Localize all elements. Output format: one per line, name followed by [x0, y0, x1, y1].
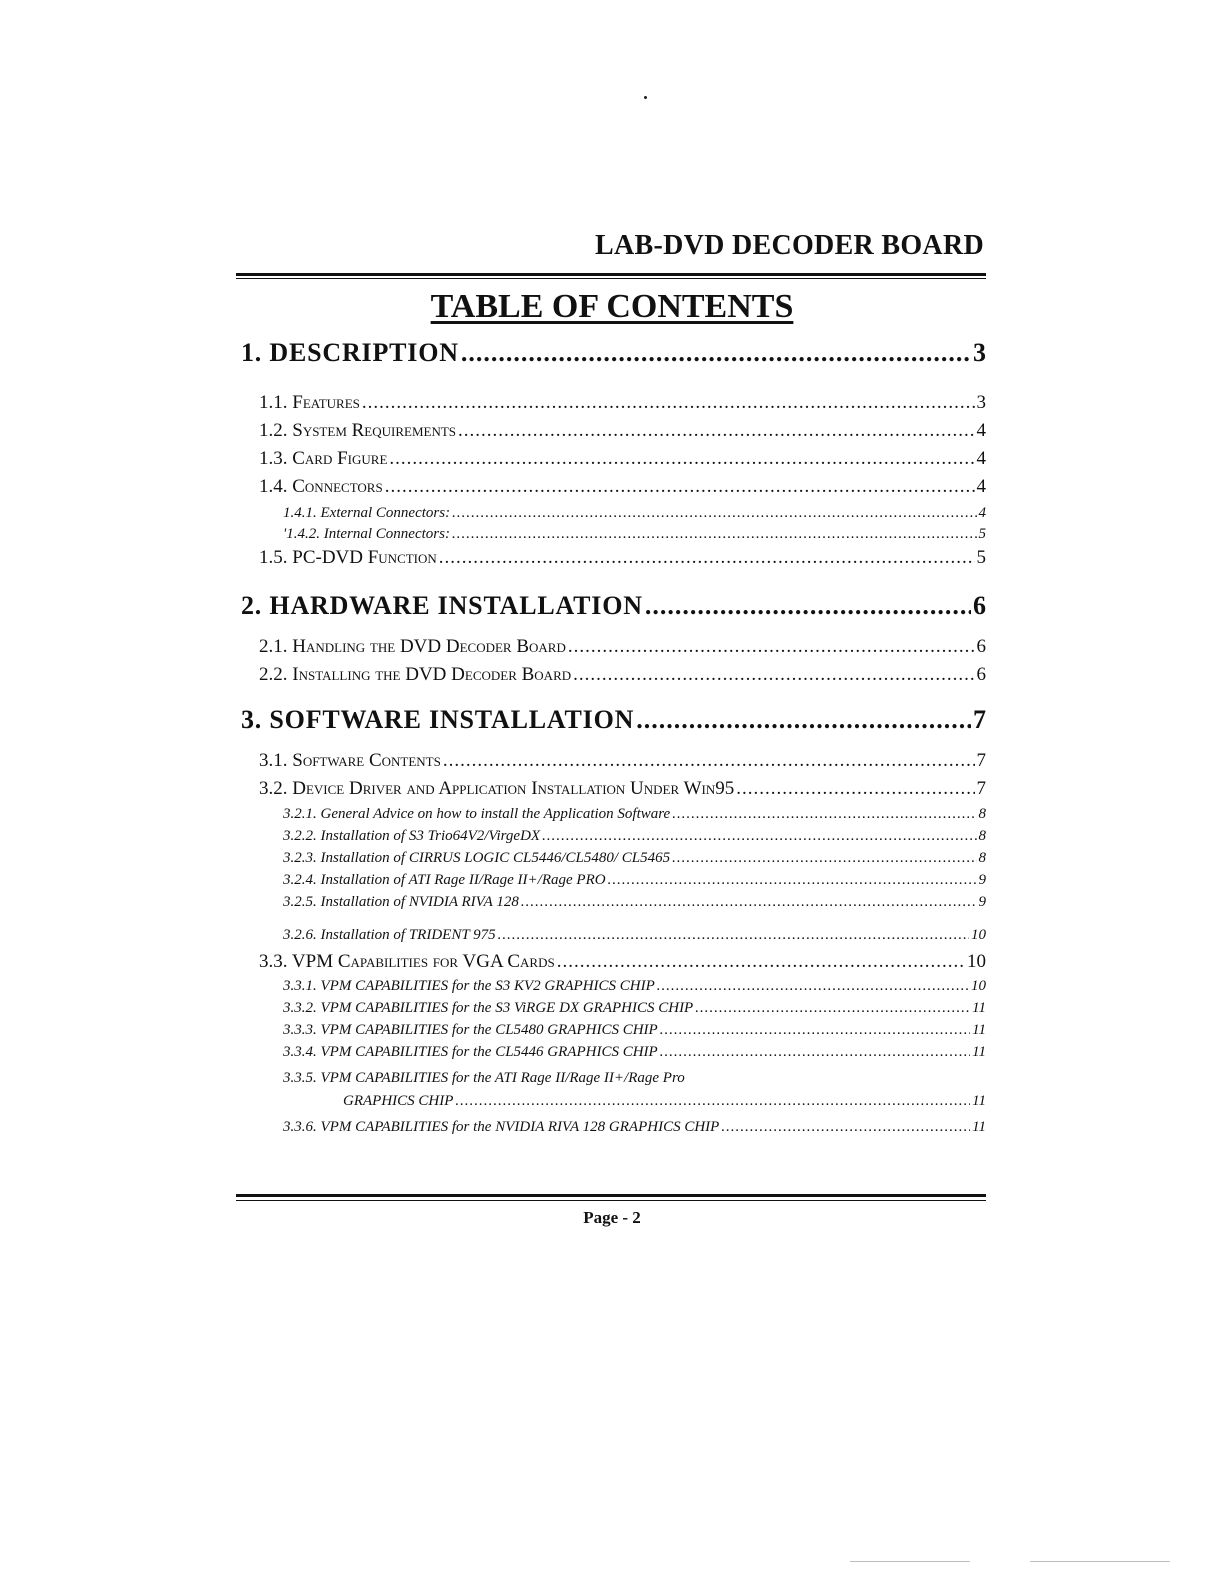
toc-entry — [259, 448, 986, 470]
toc-entry-page: 8 — [978, 850, 986, 866]
toc-entry-text: VPM CAPABILITIES for the S3 ViRGE DX GRAPHICS CHIP — [320, 1000, 694, 1016]
toc-entry-number: 3.2.4. — [283, 872, 317, 888]
toc-entry-text: Installation of CIRRUS LOGIC CL5446/CL5480/ CL5465 — [320, 850, 671, 866]
toc-entry — [259, 951, 986, 973]
header-rule — [236, 273, 986, 276]
toc-leader-dots — [645, 591, 971, 621]
toc-entry-number: 1.5. — [259, 547, 288, 568]
toc-entry-label — [241, 338, 459, 368]
toc-leader-dots — [498, 927, 969, 944]
toc-entry-page: 4 — [976, 448, 986, 469]
header-rule-thin — [236, 278, 986, 279]
toc-leader-dots — [521, 894, 977, 911]
toc-entry — [283, 1044, 986, 1061]
toc-entry-text: External Connectors: — [320, 505, 451, 521]
toc-entry — [283, 872, 986, 889]
toc-leader-dots — [721, 1119, 970, 1136]
toc-entry-text: Handling the DVD Decoder Board — [292, 636, 566, 657]
toc-entry-page: 11 — [972, 1093, 986, 1109]
toc-leader-dots — [608, 872, 977, 889]
toc-entry — [283, 850, 986, 867]
toc-entry-text: DESCRIPTION — [269, 338, 459, 367]
toc-leader-dots — [362, 392, 975, 414]
toc-entry-number: 2.1. — [259, 636, 288, 657]
toc-leader-dots — [452, 505, 976, 522]
toc-entry — [241, 705, 986, 735]
toc-entry — [241, 338, 986, 368]
toc-entry-number: 3.2.5. — [283, 894, 317, 910]
toc-entry-page: 9 — [978, 894, 986, 910]
toc-entry — [259, 420, 986, 442]
toc-entry-label — [283, 526, 450, 543]
toc-entry — [241, 591, 986, 621]
toc-entry — [283, 1070, 986, 1087]
toc-entry — [259, 636, 986, 658]
toc-leader-dots — [452, 526, 977, 543]
toc-entry-number: 3.2.6. — [283, 927, 317, 943]
toc-leader-dots — [568, 636, 975, 658]
toc-entry-number: 1. — [241, 338, 263, 367]
page-number: Page - 2 — [583, 1208, 641, 1227]
toc-entry-page: 3 — [976, 392, 986, 413]
toc-entry-text: SOFTWARE INSTALLATION — [269, 705, 635, 734]
toc-entry-number: 3.2.3. — [283, 850, 317, 866]
toc-entry-page: 10 — [971, 927, 986, 943]
toc-entry-page: 5 — [976, 547, 986, 568]
toc-entry-page: 6 — [976, 664, 986, 685]
toc-entry-page: 8 — [978, 828, 986, 844]
toc-entry-label — [259, 476, 383, 498]
toc-entry-page: 11 — [972, 1044, 986, 1060]
toc-entry — [259, 476, 986, 498]
toc-entry-number: 2. — [241, 591, 263, 620]
toc-entry — [283, 1119, 986, 1136]
toc-entry-page: 8 — [978, 806, 986, 822]
toc-entry-page: 4 — [978, 505, 986, 521]
toc-entry-number: 1.3. — [259, 448, 288, 469]
toc-entry — [259, 392, 986, 414]
toc-leader-dots — [443, 750, 975, 772]
toc-entry-number: 3.1. — [259, 750, 288, 771]
footer-rule — [236, 1194, 986, 1197]
toc-entry-page: 11 — [972, 1022, 986, 1038]
toc-entry-label — [283, 927, 496, 944]
toc-leader-dots — [672, 806, 976, 823]
toc-entry-label — [259, 951, 555, 973]
toc-entry-number: 3.2.1. — [283, 806, 317, 822]
toc-entry-page: 5 — [978, 526, 986, 542]
toc-leader-dots — [385, 476, 975, 498]
toc-entry-label — [259, 636, 566, 658]
toc-entry-page: 7 — [973, 705, 986, 734]
toc-leader-dots — [695, 1000, 970, 1017]
toc-entry-number: 3.2.2. — [283, 828, 317, 844]
toc-entry-text: Installation of ATI Rage II/Rage II+/Rage PRO — [320, 872, 606, 888]
toc-entry-label — [259, 420, 456, 442]
toc-entry-page: 11 — [972, 1119, 986, 1135]
toc-entry-number: 3.3.2. — [283, 1000, 317, 1016]
toc-entry-number: '1.4.2. — [283, 526, 320, 542]
toc-entry-label — [283, 978, 655, 995]
toc-entry — [283, 505, 986, 522]
toc-entry — [283, 1022, 986, 1039]
toc-entry-text: Card Figure — [292, 448, 388, 469]
toc-entry-number: 2.2. — [259, 664, 288, 685]
toc-entry — [343, 1093, 986, 1110]
toc-entry-label — [259, 778, 734, 800]
toc-entry — [259, 547, 986, 569]
toc-entry — [259, 664, 986, 686]
toc-entry-page: 6 — [976, 636, 986, 657]
document-header-title: LAB-DVD DECODER BOARD — [595, 230, 984, 261]
toc-entry-text: Device Driver and Application Installation Under Win95 — [292, 778, 735, 799]
footer-rule-thin — [236, 1200, 986, 1201]
toc-entry-text: PC-DVD Function — [292, 547, 437, 568]
toc-entry-text: Features — [292, 392, 360, 413]
toc-entry-number: 3.3. — [259, 951, 288, 972]
toc-entry-text: Installing the DVD Decoder Board — [292, 664, 572, 685]
toc-entry-number: 1.4.1. — [283, 505, 317, 521]
toc-entry — [283, 806, 986, 823]
toc-entry-label — [283, 1000, 693, 1017]
toc-leader-dots — [455, 1093, 970, 1110]
toc-entry-text: Software Contents — [292, 750, 441, 771]
toc-entry-label — [241, 591, 643, 621]
toc-entry-label — [259, 750, 441, 772]
toc-leader-dots — [542, 828, 976, 845]
toc-entry-text: System Requirements — [292, 420, 457, 441]
toc-entry-label — [283, 1119, 719, 1136]
toc-entry-label — [283, 872, 606, 889]
toc-leader-dots — [657, 978, 969, 995]
toc-entry-text: Installation of NVIDIA RIVA 128 — [320, 894, 519, 910]
toc-entry — [259, 750, 986, 772]
toc-entry-text: VPM CAPABILITIES for the CL5480 GRAPHICS CHIP — [320, 1022, 658, 1038]
toc-entry-page: 7 — [976, 778, 986, 799]
toc-entry-page: 10 — [967, 951, 986, 972]
toc-entry-label — [259, 664, 571, 686]
toc-entry-label — [283, 1070, 685, 1087]
toc-entry-label — [343, 1093, 453, 1110]
toc-entry-text: VPM CAPABILITIES for the ATI Rage II/Rage II+/Rage Pro — [320, 1070, 685, 1086]
toc-entry — [283, 894, 986, 911]
toc-entry-page: 11 — [972, 1000, 986, 1016]
toc-entry-page: 3 — [973, 338, 986, 367]
toc-leader-dots — [636, 705, 971, 735]
toc-entry-label — [283, 1022, 658, 1039]
toc-entry-text: Installation of S3 Trio64V2/VirgeDX — [320, 828, 541, 844]
toc-leader-dots — [573, 664, 974, 686]
toc-entry-text: Connectors — [292, 476, 383, 497]
toc-leader-dots — [389, 448, 974, 470]
toc-entry — [283, 927, 986, 944]
toc-entry-page: 7 — [976, 750, 986, 771]
toc-entry-text: HARDWARE INSTALLATION — [269, 591, 643, 620]
scan-artifact — [1030, 1561, 1170, 1562]
toc-entry-text: VPM Capabilities for VGA Cards — [291, 951, 555, 972]
scan-artifact — [850, 1561, 970, 1562]
toc-leader-dots — [458, 420, 974, 442]
scan-speck — [644, 96, 647, 99]
toc-leader-dots — [660, 1022, 970, 1039]
toc-leader-dots — [461, 338, 971, 368]
toc-entry-number: 3.3.1. — [283, 978, 317, 994]
toc-entry-number: 3.3.4. — [283, 1044, 317, 1060]
toc-leader-dots — [672, 850, 976, 867]
toc-entry-number: 1.4. — [259, 476, 288, 497]
toc-entry-number: 3.3.6. — [283, 1119, 317, 1135]
toc-entry-label — [283, 1044, 658, 1061]
toc-entry-label — [259, 547, 437, 569]
toc-entry-page: 10 — [971, 978, 986, 994]
toc-entry-number: 3.2. — [259, 778, 288, 799]
toc-entry — [283, 828, 986, 845]
toc-leader-dots — [557, 951, 965, 973]
toc-entry — [283, 526, 986, 543]
toc-entry-page: 6 — [973, 591, 986, 620]
toc-entry-text: General Advice on how to install the Application Software — [320, 806, 671, 822]
toc-entry-label — [283, 850, 670, 867]
toc-entry-label — [241, 705, 634, 735]
toc-entry-text: VPM CAPABILITIES for the S3 KV2 GRAPHICS CHIP — [320, 978, 655, 994]
toc-entry-number: 3. — [241, 705, 263, 734]
toc-entry-page: 4 — [976, 476, 986, 497]
toc-entry-label — [283, 505, 450, 522]
toc-entry-label — [283, 894, 519, 911]
toc-entry-text: VPM CAPABILITIES for the CL5446 GRAPHICS CHIP — [320, 1044, 658, 1060]
toc-entry-text: VPM CAPABILITIES for the NVIDIA RIVA 128 GRAPHICS CHIP — [320, 1119, 720, 1135]
toc-entry-text: GRAPHICS CHIP — [343, 1093, 454, 1109]
toc-leader-dots — [660, 1044, 970, 1061]
toc-leader-dots — [439, 547, 975, 569]
toc-entry-text: Installation of TRIDENT 975 — [320, 927, 496, 943]
toc-entry-number: 3.3.5. — [283, 1070, 317, 1086]
toc-heading: TABLE OF CONTENTS — [430, 288, 794, 325]
toc-entry-page: 4 — [976, 420, 986, 441]
toc-entry-number: 1.2. — [259, 420, 288, 441]
toc-entry-page: 9 — [978, 872, 986, 888]
toc-entry — [259, 778, 986, 800]
toc-leader-dots — [736, 778, 974, 800]
toc-entry-number: 1.1. — [259, 392, 288, 413]
toc-entry-label — [283, 828, 540, 845]
toc-entry — [283, 978, 986, 995]
toc-entry-label — [283, 806, 670, 823]
toc-entry-number: 3.3.3. — [283, 1022, 317, 1038]
toc-entry-text: Internal Connectors: — [323, 526, 450, 542]
toc-entry-label — [259, 392, 360, 414]
toc-entry-label — [259, 448, 387, 470]
toc-entry — [283, 1000, 986, 1017]
